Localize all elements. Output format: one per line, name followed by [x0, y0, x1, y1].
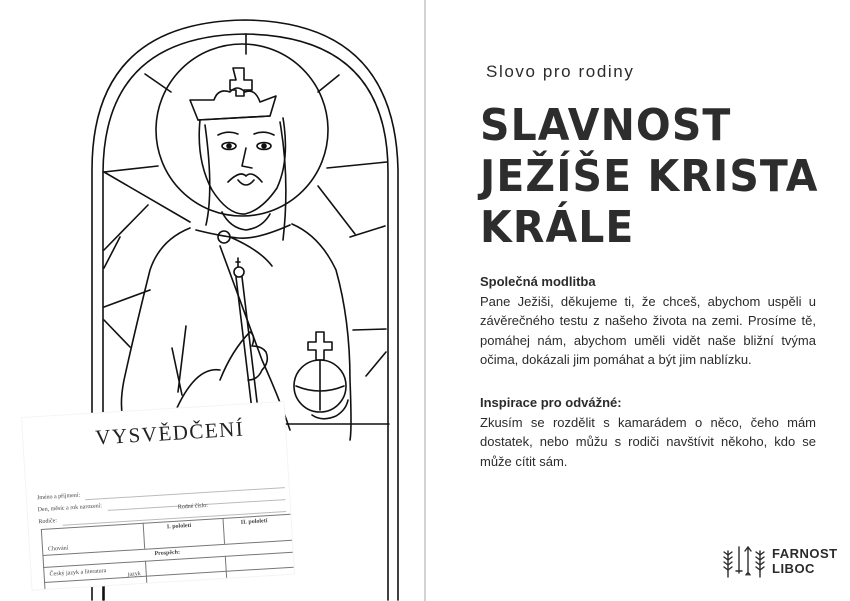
- prayer-heading: Společná modlitba: [480, 274, 596, 289]
- left-page: [0, 0, 424, 601]
- certificate-field: Rodiče:: [38, 518, 58, 526]
- certificate-column: II. pololetí: [240, 518, 268, 526]
- right-page: [426, 0, 850, 601]
- prayer-text: Pane Ježiši, děkujeme ti, že chceš, abychom uspěli u závěrečného testu z našeho života na zemi. Prosíme tě, pomáhej nám, abychom uměli vidět naše bližní tvýma očima, dokázali jim pomáhat a být jim nablízku.: [480, 293, 816, 367]
- wheat-sword-arrow-icon: [722, 543, 766, 579]
- certificate-row: Prospěch:: [154, 549, 181, 558]
- certificate-field: Rodné číslo:: [177, 502, 209, 511]
- inspiration-text: Zkusím se rozdělit s kamarádem o něco, čeho mám dostatek, nebo můžu s rodiči navštívit někoho, kdo se může cítit sám.: [480, 414, 816, 469]
- certificate-row: jazyk: [127, 571, 141, 578]
- subtitle: Slovo pro rodiny: [486, 62, 635, 81]
- certificate-image: [22, 402, 294, 590]
- parish-logo: [722, 543, 838, 579]
- certificate-field: Jméno a příjmení:: [36, 492, 81, 502]
- logo-text: [772, 546, 838, 576]
- certificate-row: Český jazyk a literatura: [49, 568, 107, 578]
- certificate-row: Chování: [47, 545, 69, 553]
- prayer-section: [480, 272, 816, 370]
- certificate-title: VYSVĚDČENÍ: [94, 416, 245, 450]
- certificate-field: Den, měsíc a rok narození:: [37, 503, 103, 514]
- title-line: JEŽÍŠE KRISTA: [480, 151, 819, 202]
- logo-line-2: LIBOC: [772, 561, 815, 576]
- title-line: SLAVNOST: [480, 100, 732, 151]
- certificate-column: I. pololetí: [166, 522, 192, 531]
- inspiration-heading: Inspirace pro odvážné:: [480, 395, 622, 410]
- inspiration-section: [480, 393, 816, 471]
- logo-line-1: FARNOST: [772, 546, 838, 561]
- page-title: [480, 100, 819, 253]
- title-line: KRÁLE: [480, 202, 635, 253]
